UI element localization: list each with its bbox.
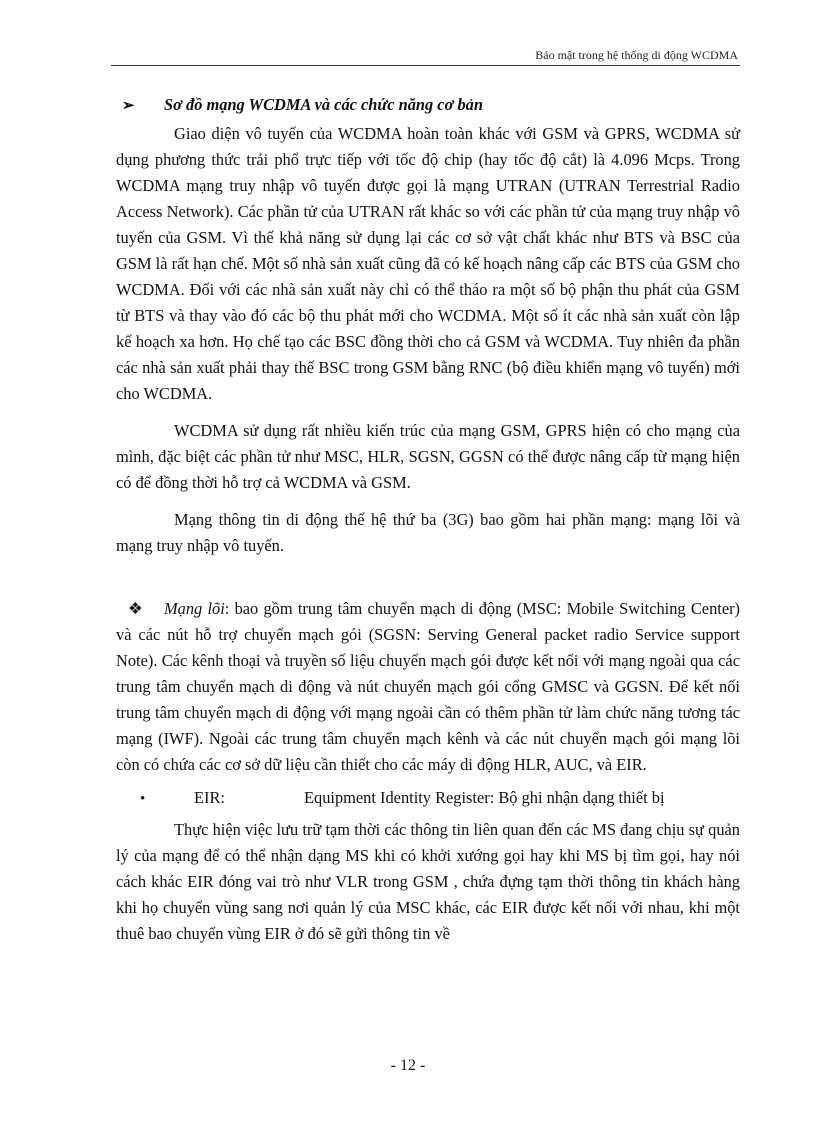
running-header: Bảo mật trong hệ thống di động WCDMA [535, 48, 738, 62]
eir-label: EIR: [194, 788, 225, 807]
page-content [116, 92, 740, 947]
paragraph-architecture: WCDMA sử dụng rất nhiều kiến trúc của mạng GSM, GPRS hiện có cho mạng của mình, đặc biệt các phần tử như MSC, HLR, SGSN, GGSN có thể được nâng cấp từ mạng hiện có để đồng thời hỗ trợ cả WCDMA và GSM. [116, 421, 740, 492]
paragraph-3g: Mạng thông tin di động thế hệ thứ ba (3G) bao gồm hai phần mạng: mạng lõi và mạng truy nhập vô tuyến. [116, 510, 740, 555]
section-heading-text: Sơ đồ mạng WCDMA và các chức năng cơ bản [164, 95, 483, 114]
section-heading [116, 92, 740, 119]
page-number: - 12 - [390, 1057, 426, 1074]
core-network-text: : bao gồm trung tâm chuyển mạch di động (MSC: Mobile Switching Center) và các nút hỗ trợ chuyển mạch gói (SGSN: Serving General packet radio Service support Note). Các kênh thoại và truyền số liệu chuyển mạch gói được kết nối với mạng ngoài qua các trung tâm chuyển mạch di động và nút chuyển mạch gói cổng GMSC và GGSN. Để kết nối trung tâm chuyển mạch di động với mạng ngoài cần có thêm phần tử làm chức năng tương tác mạng (IWF). Ngoài các trung tâm chuyển mạch kênh và các nút chuyển mạch gói mạng lõi còn có chứa các cơ sở dữ liệu cần thiết cho các máy di động HLR, AUC, và EIR. [116, 599, 741, 774]
paragraph-eir: Thực hiện việc lưu trữ tạm thời các thông tin liên quan đến các MS đang chịu sự quản lý của mạng để có thể nhận dạng MS khi có khởi xướng gọi hay khi MS bị tìm gọi, hay nói cách khác EIR đóng vai trò như VLR trong GSM , chứa đựng tạm thời thông tin khách hàng khi họ chuyển vùng sang nơi quản lý của MSC khác, các EIR được kết nối với nhau, khi một thuê bao chuyển vùng EIR ở đó sẽ gửi thông tin về [116, 820, 740, 943]
diamond-bullet-icon: ❖ [128, 599, 143, 618]
paragraph-utran: Giao diện vô tuyến của WCDMA hoàn toàn khác với GSM và GPRS, WCDMA sử dụng phương thức trải phổ trực tiếp với tốc độ chip (hay tốc độ cắt) là 4.096 Mcps. Trong WCDMA mạng truy nhập vô tuyến được gọi là mạng UTRAN (UTRAN Terrestrial Radio Access Network). Các phần tử của UTRAN rất khác so với các phần tử của mạng truy nhập vô tuyến của GSM. Vì thế khả năng sử dụng lại các cơ sở vật chất khác như BTS và BSC của GSM là rất hạn chế. Một số nhà sản xuất cũng đã có kế hoạch nâng cấp các BTS của GSM cho WCDMA. Đối với các nhà sản xuất này chỉ có thể tháo ra một số bộ phận thu phát của GSM từ BTS và thay vào đó các bộ thu phát mới cho WCDMA. Một số ít các nhà sản xuất còn lập kế hoạch xa hơn. Họ chế tạo các BSC đồng thời cho cả GSM và WCDMA. Tuy nhiên đa phần các nhà sản xuất phải thay thế BSC trong GSM bằng RNC (bộ điều khiển mạng vô tuyến) mới cho WCDMA. [116, 124, 740, 403]
header-rule [111, 65, 740, 66]
arrow-bullet-icon: ➢ [122, 98, 135, 114]
dot-bullet-icon: • [140, 791, 146, 807]
eir-definition-row [116, 785, 740, 812]
core-network-paragraph [116, 596, 740, 778]
eir-definition: Equipment Identity Register: Bộ ghi nhận dạng thiết bị [304, 788, 665, 807]
core-network-term: Mạng lõi [164, 599, 225, 618]
